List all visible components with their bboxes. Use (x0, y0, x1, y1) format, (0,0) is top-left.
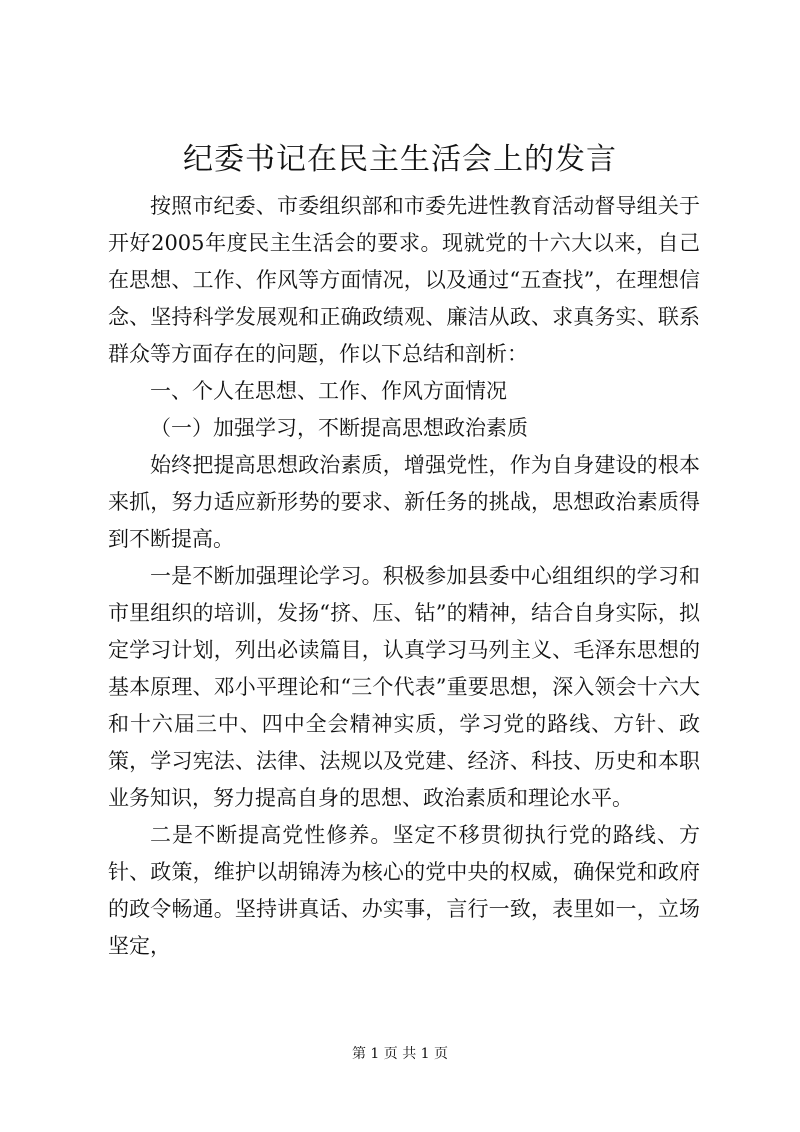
document-body (108, 188, 700, 965)
subsection-heading-1: （一）加强学习，不断提高思想政治素质 (150, 416, 528, 440)
paragraph-theory-study: 一是不断加强理论学习。积极参加县委中心组组织的学习和市里组织的培训，发扬“挤、压、钻”的精神，结合自身实际，拟定学习计划，列出必读篇目，认真学习马列主义、毛泽东思想的基本原理、邓小平理论和“三个代表”重要思想，深入领会十六大和十六届三中、四中全会精神实质，学习党的路线、方针、政策，学习宪法、法律、法规以及党建、经济、科技、历史和本职业务知识，努力提高自身的思想、政治素质和理论水平。 (108, 564, 700, 810)
paragraph-summary: 始终把提高思想政治素质，增强党性，作为自身建设的根本来抓，努力适应新形势的要求、新任务的挑战，思想政治素质得到不断提高。 (108, 453, 700, 551)
paragraph-intro: 按照市纪委、市委组织部和市委先进性教育活动督导组关于开好2005年度民主生活会的要求。现就党的十六大以来，自己在思想、工作、作风等方面情况，以及通过“五查找”，在理想信念、坚持科学发展观和正确政绩观、廉洁从政、求真务实、联系群众等方面存在的问题，作以下总结和剖析： (108, 194, 700, 366)
section-heading-1: 一、个人在思想、工作、作风方面情况 (150, 379, 507, 403)
paragraph-party-spirit: 二是不断提高党性修养。坚定不移贯彻执行党的路线、方针、政策，维护以胡锦涛为核心的党中央的权威，确保党和政府的政令畅通。坚持讲真话、办实事，言行一致，表里如一，立场坚定， (108, 823, 700, 958)
page-footer: 第 1 页 共 1 页 (351, 1046, 449, 1062)
document-title: 纪委书记在民主生活会上的发言 (183, 142, 617, 177)
